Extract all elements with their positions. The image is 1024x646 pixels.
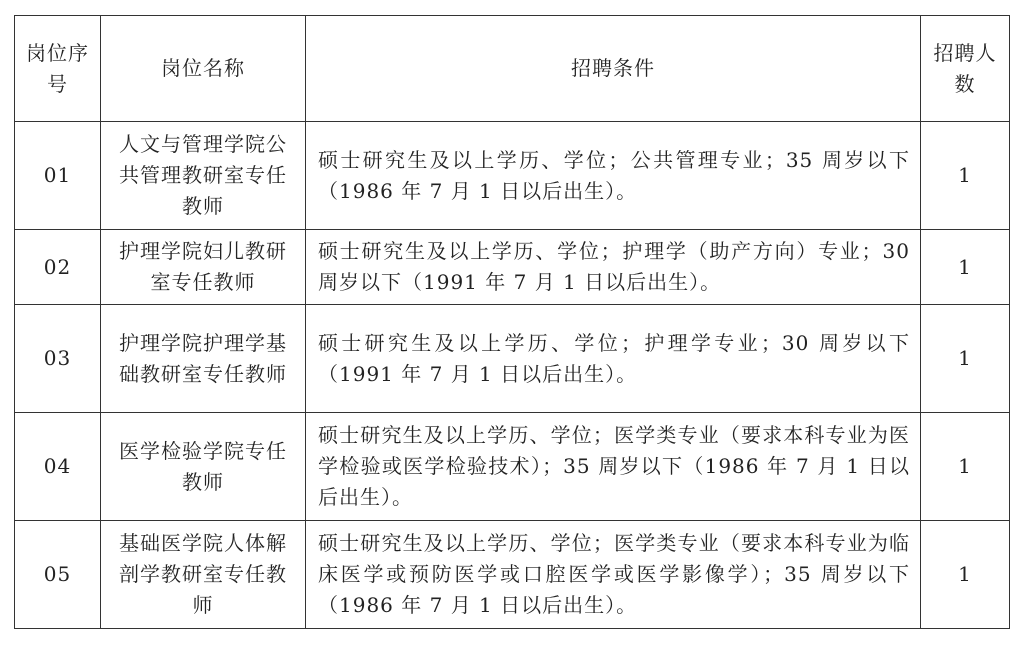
conditions-cell	[306, 413, 921, 521]
conditions-text: 硕士研究生及以上学历、学位；护理学专业；30 周岁以下（1991 年 7 月 1 日以后出生）。	[318, 330, 910, 386]
conditions-cell	[306, 230, 921, 305]
position-name-cell	[101, 413, 306, 521]
position-name-cell	[101, 122, 306, 230]
table-header-row	[15, 16, 1010, 122]
recruitment-table	[14, 15, 1010, 629]
position-name: 医学检验学院专任教师	[119, 438, 287, 494]
count-cell: 1	[921, 230, 1010, 305]
position-name-cell	[101, 305, 306, 413]
count-cell: 1	[921, 521, 1010, 629]
header-position-name-label: 岗位名称	[161, 56, 245, 80]
conditions-text: 硕士研究生及以上学历、学位；医学类专业（要求本科专业为临床医学或预防医学或口腔医学或医学影像学）；35 周岁以下（1986 年 7 月 1 日以后出生）。	[318, 531, 910, 617]
table-row	[15, 305, 1010, 413]
conditions-text: 硕士研究生及以上学历、学位；护理学（助产方向）专业；30 周岁以下（1991 年 7 月 1 日以后出生）。	[318, 239, 910, 294]
header-position-name	[101, 16, 306, 122]
conditions-text: 硕士研究生及以上学历、学位；公共管理专业；35 周岁以下（1986 年 7 月 1 日以后出生）。	[318, 147, 910, 203]
position-id-cell: 03	[15, 305, 101, 413]
position-id-cell: 01	[15, 122, 101, 230]
position-name: 基础医学院人体解剖学教研室专任教师	[119, 531, 287, 617]
table-row	[15, 122, 1010, 230]
position-name: 人文与管理学院公共管理教研室专任教师	[119, 132, 287, 218]
conditions-text: 硕士研究生及以上学历、学位；医学类专业（要求本科专业为医学检验或医学检验技术）；35 周岁以下（1986 年 7 月 1 日以后出生）。	[318, 423, 910, 509]
conditions-cell	[306, 521, 921, 629]
table-row	[15, 521, 1010, 629]
position-name: 护理学院护理学基础教研室专任教师	[119, 330, 287, 386]
header-position-id	[15, 16, 101, 122]
header-count	[921, 16, 1010, 122]
count-cell: 1	[921, 305, 1010, 413]
table-row	[15, 413, 1010, 521]
conditions-cell	[306, 305, 921, 413]
position-id-cell: 05	[15, 521, 101, 629]
count-cell: 1	[921, 413, 1010, 521]
table-row	[15, 230, 1010, 305]
header-conditions-label: 招聘条件	[571, 56, 655, 80]
position-id-cell: 02	[15, 230, 101, 305]
conditions-cell	[306, 122, 921, 230]
header-position-id-label: 岗位序号	[26, 40, 89, 96]
position-name-cell	[101, 521, 306, 629]
position-name-cell	[101, 230, 306, 305]
header-conditions	[306, 16, 921, 122]
header-count-label: 招聘人数	[933, 40, 997, 96]
position-id-cell: 04	[15, 413, 101, 521]
position-name: 护理学院妇儿教研室专任教师	[119, 239, 287, 294]
count-cell: 1	[921, 122, 1010, 230]
